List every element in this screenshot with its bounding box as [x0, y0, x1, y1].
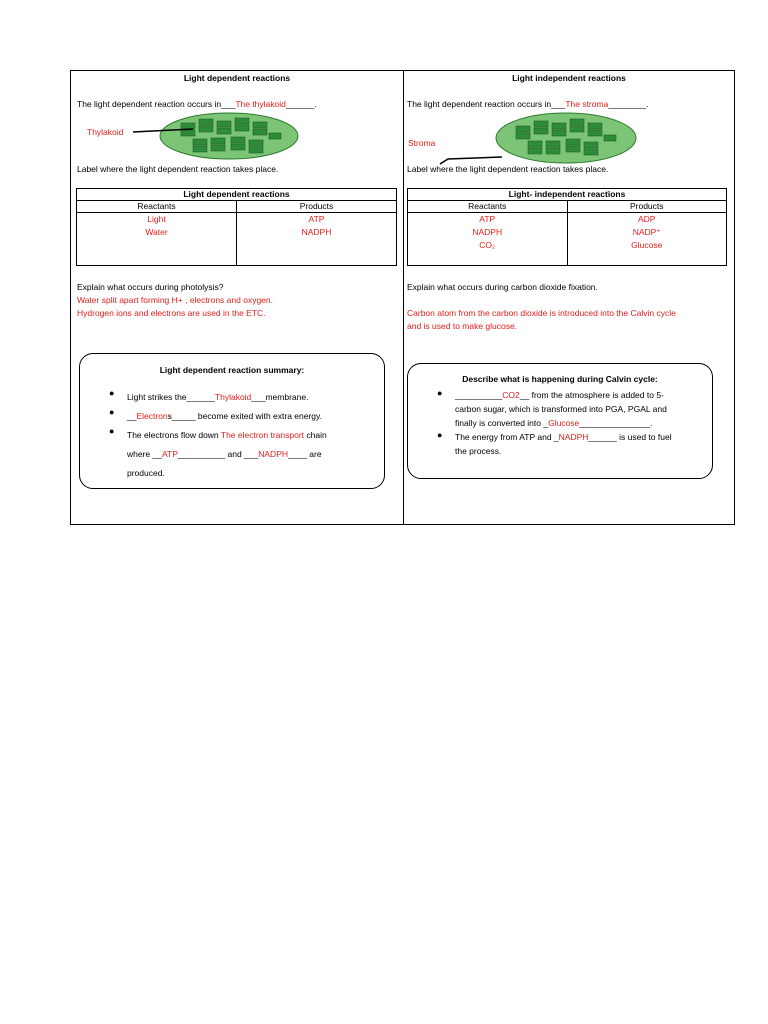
products-header: Products	[237, 201, 397, 213]
explain-answer-line2: Hydrogen ions and electrons are used in the ETC.	[77, 308, 266, 318]
column-heading: Light dependent reactions	[183, 73, 291, 83]
thylakoid-label: Thylakoid	[87, 127, 124, 137]
products-header: Products	[567, 201, 727, 213]
occurs-sentence: The light dependent reaction occurs in___The thylakoid______.	[77, 99, 317, 109]
light-independent-column	[404, 71, 734, 524]
label-prompt: Label where the light dependent reaction takes place.	[407, 164, 609, 174]
reactants-header: Reactants	[77, 201, 237, 213]
summary-box	[79, 353, 385, 489]
occurs-answer: The stroma	[565, 99, 609, 109]
summary-title: Describe what is happening during Calvin cycle:	[462, 374, 658, 384]
reactions-table	[76, 188, 397, 266]
products-cell: ADP NADP⁺ Glucose	[567, 213, 727, 266]
explain-answer-line2: and is used to make glucose.	[407, 321, 518, 331]
explain-answer-line1: Water split apart forming H+ , electrons and oxygen.	[77, 295, 273, 305]
reactants-cell: ATP NADPH CO₂	[408, 213, 568, 266]
column-heading: Light independent reactions	[512, 73, 626, 83]
light-dependent-column	[71, 71, 404, 524]
summary-bullet-3: ● The electrons flow down The electron transport chain where __ATP__________ and ___NADPH____ are produced.	[109, 426, 327, 478]
chloroplast-diagram	[424, 111, 664, 171]
explain-question: Explain what occurs during carbon dioxide fixation.	[407, 282, 598, 292]
summary-title: Light dependent reaction summary:	[159, 365, 305, 375]
summary-bullet-1: ● Light strikes the______Thylakoid___membrane.	[109, 388, 309, 402]
chloroplast-diagram	[81, 111, 321, 167]
summary-bullet-1: ● __________CO2__ from the atmosphere is added to 5- carbon sugar, which is transformed into PGA, PGAL and finally is converted into _Glucose_______________.	[437, 388, 667, 428]
summary-bullet-2: ● The energy from ATP and _NADPH______ is used to fuel the process.	[437, 430, 672, 456]
explain-answer-line1: Carbon atom from the carbon dioxide is introduced into the Calvin cycle	[407, 308, 676, 318]
occurs-answer: The thylakoid	[235, 99, 286, 109]
stroma-label: Stroma	[408, 138, 436, 148]
table-title: Light- independent reactions	[408, 189, 727, 201]
calvin-summary-box	[407, 363, 713, 479]
reactants-cell: Light Water	[77, 213, 237, 266]
reactions-table	[407, 188, 727, 266]
products-cell: ATP NADPH	[237, 213, 397, 266]
label-prompt: Label where the light dependent reaction takes place.	[77, 164, 279, 174]
explain-question: Explain what occurs during photolysis?	[77, 282, 224, 292]
worksheet	[70, 70, 735, 525]
reactants-header: Reactants	[408, 201, 568, 213]
occurs-sentence: The light dependent reaction occurs in___The stroma________.	[407, 99, 649, 109]
table-title: Light dependent reactions	[77, 189, 397, 201]
summary-bullet-2: ● __Electrons_____ become exited with extra energy.	[109, 407, 323, 421]
